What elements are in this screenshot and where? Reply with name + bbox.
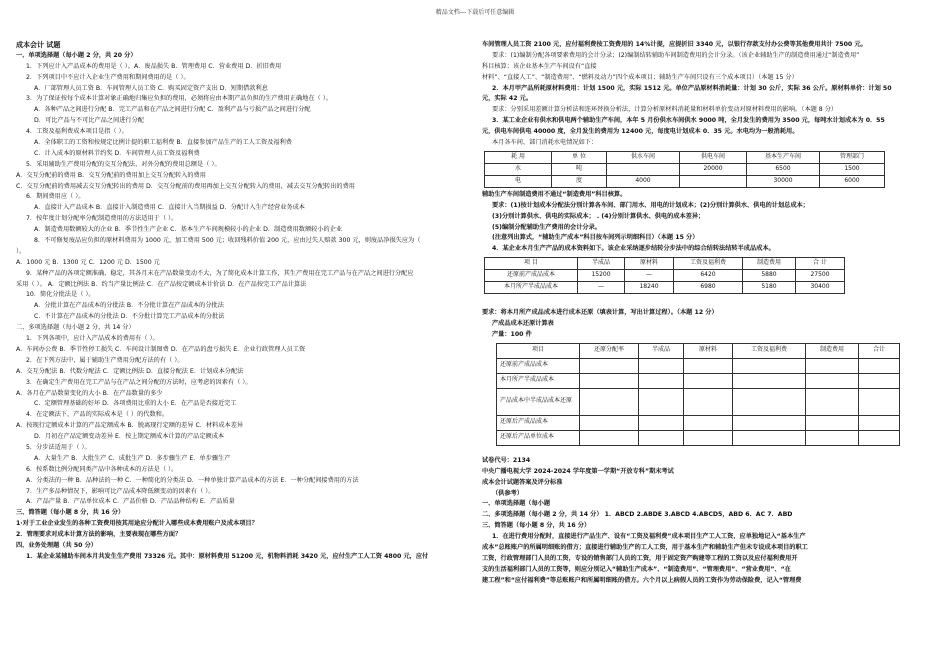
- empty-fill-cell: [684, 430, 733, 445]
- text-line: A．大量生产 B．大批生产 C．成批生产 D．多步骤生产 E．单步骤生产: [34, 454, 231, 462]
- text-line: 工资，行政管理部门人员的工资，专设的销售部门人员的工资，用于固定资产购建等工程的工资以及应付福利费用开: [482, 554, 798, 562]
- document-header-note: 精品文档---下载后可任意编辑: [435, 9, 515, 16]
- empty-fill-cell: [806, 373, 859, 388]
- table-header-cell: 供电车间: [680, 151, 747, 163]
- text-line: 试卷代号：2134: [482, 456, 531, 464]
- text-line: 要求：(1)编制分配各项要素费用的会计分录；(2)编制结转辅助车间制造费用的会计分录。（该企业辅助生产的制造费用通过“制造费用”: [492, 51, 860, 59]
- text-line: A．1000 元 B．1300 元 C．1200 元 D．1500 元: [16, 258, 160, 266]
- text-line: 材料”、“直接人工”、“制造费用”、“燃料及动力”四个成本项目；辅助生产车间只设有三个成本项目）（本题 15 分）: [482, 73, 798, 81]
- text-line: 2．本月甲产品所耗原材料费用：计划 1500 元，实际 1512 元。单位产品原材料消耗量：计划 30 公斤，实际 36 公斤。原材料单价：计划 50: [492, 84, 892, 92]
- text-line: (注意列出算式，“辅助生产成本”科目按车间列示明细科目）（本题 15 分）: [492, 234, 699, 242]
- text-line: 3．在确定生产费用在完工产品与在产品之间分配的方法时，应考虑的因素有（ ）。: [26, 378, 252, 386]
- empty-fill-cell: [639, 415, 684, 430]
- text-line: A．车间办公费 B．季节性停工损失 C．车间设计制图费 D．在产品的盘亏损失 E．企业行政管理人员工资: [16, 345, 306, 353]
- text-line: 产量：100 件: [492, 331, 532, 339]
- text-line: 元，实际 42 元。: [482, 95, 533, 103]
- text-line: A．交互分配前的费用 B．交互分配前的费用加上交互分配转入的费用: [16, 171, 206, 179]
- empty-fill-cell: [859, 415, 900, 430]
- right-text-block-b: [482, 190, 934, 255]
- text-line: D．可比产品与不可比产品之间进行分配: [34, 117, 144, 125]
- empty-fill-cell: [684, 415, 733, 430]
- table-row: [485, 282, 845, 294]
- right-text-block-a: [482, 40, 934, 149]
- table-row: [497, 388, 900, 415]
- row-label-cell: 还原前产成品成本: [497, 358, 580, 373]
- product-cost-data-table: [484, 257, 845, 294]
- table-cell: [607, 163, 680, 175]
- text-line: 成本”总账账户的所属明细账的借方；直接进行辅助生产的工人工资，用于基本生产和辅助生产但未专设成本项目的职工: [482, 544, 808, 552]
- table-header-cell: 工资及福利费: [674, 258, 743, 270]
- text-line: 5．采用辅助生产费用分配的交互分配法，对外分配的费用总额是（ ）。: [26, 160, 221, 168]
- text-line: 采用（ ）。 A．定额比例法 B．约当产量比例法 C．在产品按定额成本计价法 D．在产品按完工产品计算法: [16, 280, 307, 288]
- text-line: A．按现行定额成本计算的产品定额成本 B．脱离现行定额的差异 C．材料成本差异: [16, 422, 244, 430]
- text-line: 7．生产多品种情况下，影响可比产品成本降低额变动的因素有（ ）。: [26, 487, 215, 495]
- table-cell: 6000: [820, 175, 885, 187]
- table-cell: 吨: [552, 163, 607, 175]
- text-line: 辅助生产车间制造费用不通过“制造费用”科目核算。: [482, 190, 627, 198]
- row-label-cell: 还原后产品单位成本: [497, 430, 580, 445]
- text-line: A．分类法的一种 B．品种法的一种 C．一种简化的分类法 D．一种单独计算产品成本的方法 E．一种分配间接费用的方法: [26, 476, 359, 484]
- text-line: 成本会计试题答案及评分标准: [482, 478, 563, 486]
- empty-fill-cell: [859, 388, 900, 415]
- table-header-cell: 项 目: [485, 258, 578, 270]
- table-header-cell: 管理部门: [820, 151, 885, 163]
- text-line: 4．某企业本月生产产品的成本资料如下。该企业采纳逐步结转分步法中的综合结转法结转半成品成本。: [492, 245, 775, 253]
- text-line: (5)编制分配辅助生产费用的会计分录。: [492, 223, 601, 231]
- text-line: A．交互分配法 B．代数分配法 C．定额比例法 D．直接分配法 E．计划成本分配法: [16, 367, 244, 375]
- text-line: 1．某企业某辅助车间本月共发生生产费用 73326 元。其中：原材料费用 51200 元，机物料消耗 3420 元，应付生产工人工资 4800 元，应付: [26, 552, 429, 560]
- empty-fill-cell: [806, 415, 859, 430]
- text-line: 6．按系数比例分配同类产品中各种成本的方法是（ ）。: [26, 465, 178, 473]
- text-line: A．各月在产品数量变化的大小 B．在产品数量的多少: [16, 389, 163, 397]
- table-row: [497, 373, 900, 388]
- table-header-cell: 制造费用: [806, 343, 859, 358]
- table-cell: 18240: [625, 282, 674, 294]
- row-label-cell: 产品成本中半成品成本还原: [497, 388, 580, 415]
- text-line: 3．为了保证按每个成本计算对象正确地归集应负担的费用，必须将应由本期产品负担的生产费用正确地在（ ）。: [26, 95, 332, 103]
- text-line: 支的生活福利部门人员的工资等，则应分别记入“辅助生产成本”、“制造费用”、“管理费用”、“营业费用”、“在: [482, 565, 791, 573]
- table-header-cell: 基本生产车间: [747, 151, 820, 163]
- text-line: 1．下列各项中，应计入产品成本的费用有（ ）。: [26, 335, 159, 343]
- table-header-cell: 耗 用: [485, 151, 552, 163]
- text-line: C．交互分配前的费用减去交互分配转出的费用 D．交互分配前的费用再加上交互分配转入的费用，减去交互分配转出的费用: [16, 182, 355, 190]
- text-line: 要求：分别采用差额计算分析法和连环替换分析法，计算分析原材料消耗量和材料单价变动对原材料费用的影响。（本题 8 分）: [492, 106, 838, 114]
- text-line: 三、简答题（每小题 8 分，共 16 分）: [16, 509, 125, 517]
- row-label-cell: 还原后产成品成本: [497, 415, 580, 430]
- empty-fill-cell: [859, 373, 900, 388]
- text-line: 4．在定额法下，产品的实际成本是（ ）的代数和。: [26, 411, 169, 419]
- text-line: 1．在进行费用分配时，直接进行产品生产、设有“工资及福利费”成本项目生产工人工资，应单独地记入“基本生产: [492, 533, 806, 541]
- table-cell: —: [625, 270, 674, 282]
- text-line: A．厂部管理人员工资 B．车间管理人员工资 C．购买固定资产支出 D．短期借款利息: [34, 84, 268, 92]
- text-line: 4．工资及福利费成本项目是指（ ）。: [26, 128, 128, 136]
- table-cell: 水: [485, 163, 552, 175]
- text-line: 7．按年度计划分配率分配制造费用的方法适用于（ ）。: [26, 215, 178, 223]
- table-row: [485, 163, 885, 175]
- empty-fill-cell: [806, 388, 859, 415]
- table-cell: 度: [552, 175, 607, 187]
- text-line: A．直接计入产品成本 B．直接计入制造费用 C．直接计入当期损益 D．分配计入生产经营业务成本: [34, 204, 305, 212]
- empty-fill-cell: [859, 430, 900, 445]
- text-line: C．定额管理基础的好坏 D．各项费用比重的大小 E．在产品是否接近完工: [34, 400, 237, 408]
- table-cell: 电: [485, 175, 552, 187]
- table-cell: —: [578, 282, 625, 294]
- water-electricity-usage-table: [484, 151, 885, 188]
- right-column: [482, 40, 934, 587]
- table-header-cell: 供水车间: [607, 151, 680, 163]
- text-line: 3．某工业企业有供水和供电两个辅助生产车间，本年 5 月份供水车间供水 9000 吨，全月发生的费用为 3500 元，每吨水计划成本为 0．55: [492, 117, 885, 125]
- table-header-cell: 合 计: [796, 258, 845, 270]
- empty-fill-cell: [733, 415, 806, 430]
- text-line: A．产品产量 B．产品单位成本 C．产品价格 D．产品品种结构 E．产品质量: [26, 498, 235, 506]
- empty-fill-cell: [580, 388, 639, 415]
- text-line: 中央广播电视大学 2024-2024 学年度第一学期“开放专科”期末考试: [482, 467, 674, 475]
- table-cell: 30000: [747, 175, 820, 187]
- left-column: [16, 40, 468, 563]
- text-line: 要求：将本月所产成品成本进行成本还原（填表计算，写出计算过程）。（本题 12 分）: [482, 309, 718, 317]
- table-header-cell: 项目: [497, 343, 580, 358]
- text-line: C．计入成本的原材料节约奖 D．车间管理人员工资及福利费: [34, 149, 200, 157]
- table-header-cell: 原材料: [625, 258, 674, 270]
- table-cell: 1500: [820, 163, 885, 175]
- text-line: 本月各车间、部门消耗水电情况如下：: [492, 139, 598, 147]
- text-line: 产成品成本还原计算表: [492, 320, 554, 328]
- row-label-cell: 本月所产半成品成本: [497, 373, 580, 388]
- empty-fill-cell: [733, 358, 806, 373]
- text-line: ）。: [16, 247, 26, 255]
- table-cell: 15200: [578, 270, 625, 282]
- empty-fill-cell: [639, 373, 684, 388]
- text-line: 四、业务处理题（共 50 分）: [16, 541, 97, 549]
- table-cell: 27500: [796, 270, 845, 282]
- table-header-cell: 还原分配率: [580, 343, 639, 358]
- empty-fill-cell: [580, 358, 639, 373]
- text-line: 1．下列应计入产品成本的费用是（ ）。A．废品损失 B．管理费用 C．营业费用 D．折旧费用: [26, 62, 282, 70]
- text-line: 1·对于工业企业发生的各种工资费用按其用途应分配计入哪些成本费用账户及成本项目？: [16, 520, 258, 528]
- empty-fill-cell: [859, 358, 900, 373]
- text-line: 建工程”和“应付福利费”等总账账户和所属明细账的借方。六个月以上病假人员的工资作为劳动保险费，记入“管理费: [482, 576, 802, 584]
- right-text-block-d: [482, 456, 934, 587]
- text-line: （供参考）: [492, 489, 523, 497]
- table-header-cell: 合计: [859, 343, 900, 358]
- text-line: 二、多项选择题（每小题 2 分，共 14 分） 1．ABCD 2.ABDE 3.ABCD 4.ABCD5，ABD 6．AC 7．ABD: [482, 511, 793, 519]
- text-line: A．全体职工的工资和按规定比例计提的职工福利费 B．直接参加产品生产的工人工资及福利费: [34, 139, 292, 147]
- cost-restoration-table: [496, 343, 900, 446]
- table-cell: 30400: [796, 282, 845, 294]
- table-cell: 6420: [674, 270, 743, 282]
- text-line: C．不计算在产品成本的分批法 D．不分批计算完工产品成本的分批法: [34, 313, 225, 321]
- table-cell: 本月所产半成品成本: [485, 282, 578, 294]
- text-line: 二、多项选择题（每小题 2 分，共 14 分）: [16, 324, 135, 332]
- table-row: [497, 415, 900, 430]
- text-line: 科目核算；该企业基本生产车间设有“直接: [482, 62, 597, 70]
- table-row: [497, 430, 900, 445]
- empty-fill-cell: [684, 388, 733, 415]
- table-header-cell: 半成品: [578, 258, 625, 270]
- empty-fill-cell: [684, 373, 733, 388]
- table-header-cell: 半成品: [639, 343, 684, 358]
- table-row: [485, 175, 885, 187]
- empty-fill-cell: [733, 388, 806, 415]
- text-line: 5．分步法适用于（ ）。: [26, 443, 91, 451]
- text-line: A．制造费用数额较大的企业 B．季节性生产企业 C．基本生产车间规模较小的企业 D．制造费用数额较小的企业: [34, 226, 343, 234]
- text-line: A．分批计算在产品成本的分批法 B．不分批计算在产品成本的分批法: [34, 302, 224, 310]
- empty-fill-cell: [580, 373, 639, 388]
- empty-fill-cell: [580, 415, 639, 430]
- table-cell: [680, 175, 747, 187]
- table-cell: 还原前产成品成本: [485, 270, 578, 282]
- empty-fill-cell: [806, 430, 859, 445]
- text-line: 一、单项选择题（每小题: [482, 500, 551, 508]
- text-line: 车间管理人员工资 2100 元，应付福利费按工资费用的 14%计提，应提折旧 3340 元，以银行存款支付办公费等其他费用共计 7500 元。: [482, 41, 867, 48]
- table-header-cell: 工资及福利费: [733, 343, 806, 358]
- text-line: 2．在下列方法中，属于辅助生产费用分配方法的有（ ）。: [26, 356, 184, 364]
- text-line: 2．下列项目中不应计入企业生产费用和期间费用的是（ ）。: [26, 73, 190, 81]
- table-header-cell: 原材料: [684, 343, 733, 358]
- text-line: 6．期间费用应（ ）。: [26, 193, 85, 201]
- text-line: 元，供电车间供电 40000 度，全月发生的费用为 12400 元，每度电计划成本 0．35 元。水电均为一般消耗用。: [482, 128, 799, 136]
- right-text-block-c: [482, 308, 934, 341]
- text-line: 8．不可修复废品应负担的原材料费用为 1000 元，加工费用 500 元；收回残料价值 200 元，应由过失人赔款 300 元，则废品净损失应为（: [34, 237, 421, 245]
- text-line: (3)分别计算供水、供电的实际成本； . (4)分别计算供水、供电的成本差异；: [492, 212, 705, 220]
- empty-fill-cell: [733, 430, 806, 445]
- table-cell: 5180: [743, 282, 796, 294]
- table-cell: 6500: [747, 163, 820, 175]
- empty-fill-cell: [806, 358, 859, 373]
- table-row: [497, 358, 900, 373]
- text-line: A．各种产品之间进行分配 B．完工产品和在产品之间进行分配 C．盈利产品与亏损产品之间进行分配: [34, 106, 311, 114]
- table-cell: 6980: [674, 282, 743, 294]
- text-line: D．月初在产品定额变动差异 E．按上期定额成本计算的产品定额成本: [34, 433, 225, 441]
- table-header-cell: 单 位: [552, 151, 607, 163]
- text-line: 要求：(1)按计划成本分配法分别计算各车间、部门用水、用电的计划成本；(2)分别计算供水、供电的计划总成本；: [492, 201, 809, 209]
- text-line: 10．简化分批法是（ ）。: [26, 291, 95, 299]
- empty-fill-cell: [639, 358, 684, 373]
- table-row: [485, 270, 845, 282]
- text-line: 9．某种产品的各项定额准确、稳定，其各月末在产品数量变动不大，为了简化成本计算工作，其生产费用在完工产品与在产品之间进行分配应: [26, 269, 414, 277]
- text-line: 一、单项选择题（每小题 2 分，共 20 分）: [16, 51, 137, 59]
- text-line: 三、简答题（每小题 8 分，共 16 分）: [482, 522, 591, 530]
- table-cell: 20000: [680, 163, 747, 175]
- empty-fill-cell: [684, 358, 733, 373]
- empty-fill-cell: [733, 373, 806, 388]
- text-line: 成本会计 试题: [16, 41, 61, 49]
- table-header-cell: 制造费用: [743, 258, 796, 270]
- empty-fill-cell: [639, 430, 684, 445]
- empty-fill-cell: [639, 388, 684, 415]
- text-line: 2．管理要求对成本计算方法的影响，主要表现在哪些方面？: [16, 531, 182, 539]
- table-cell: 5880: [743, 270, 796, 282]
- table-cell: 4000: [607, 175, 680, 187]
- empty-fill-cell: [580, 430, 639, 445]
